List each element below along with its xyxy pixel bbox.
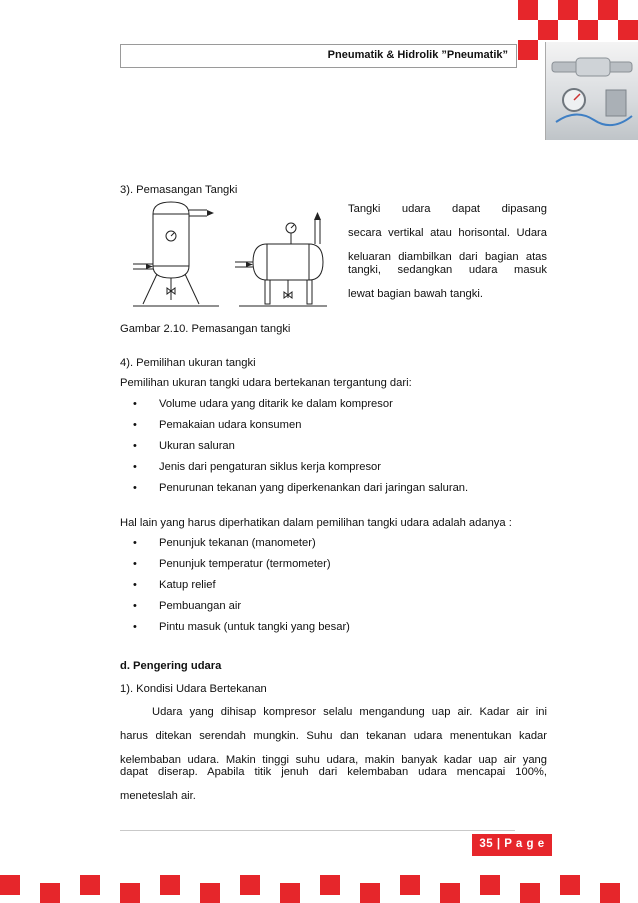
paragraph-line-4: dapat diserap. Apabila titik jenuh dari kelembaban udara mencapai 100%, (120, 766, 547, 778)
other-items-intro: Hal lain yang harus diperhatikan dalam pemilihan tangki udara adalah adanya : (120, 517, 512, 529)
factor-item: Penurunan tekanan yang diperkenankan dari jaringan saluran. (159, 482, 469, 494)
section-4-heading: 4). Pemilihan ukuran tangki (120, 357, 256, 369)
tank-description-line-5: lewat bagian bawah tangki. (348, 288, 483, 300)
header-title: Pneumatik & Hidrolik ”Pneumatik” (327, 49, 508, 61)
other-item: Pintu masuk (untuk tangki yang besar) (159, 621, 350, 633)
bullet-marker: • (133, 482, 137, 494)
factor-item: Ukuran saluran (159, 440, 235, 452)
tank-installation-figure (115, 196, 340, 310)
bullet-marker: • (133, 579, 137, 591)
footer-rule (120, 830, 515, 831)
bullet-marker: • (133, 600, 137, 612)
header-pneumatic-photo (545, 42, 638, 140)
figure-caption: Gambar 2.10. Pemasangan tangki (120, 323, 291, 335)
header-title-box (120, 44, 517, 68)
factor-item: Pemakaian udara konsumen (159, 419, 302, 431)
other-item: Pembuangan air (159, 600, 242, 612)
paragraph-line-3: kelembaban udara. Makin tinggi suhu udara, makin banyak kadar uap air yang (120, 754, 547, 766)
bullet-marker: • (133, 558, 137, 570)
footer-checker-decoration (0, 875, 638, 903)
page-number-box (472, 834, 552, 856)
bullet-marker: • (133, 398, 137, 410)
section-3-heading: 3). Pemasangan Tangki (120, 184, 238, 196)
bullet-marker: • (133, 461, 137, 473)
paragraph-line-1: Udara yang dihisap kompresor selalu mengandung uap air. Kadar air ini (152, 706, 547, 718)
tank-description-line-2: secara vertikal atau horisontal. Udara (348, 227, 547, 239)
tank-description-line-4: tangki, sedangkan udara masuk (348, 264, 547, 276)
bullet-marker: • (133, 537, 137, 549)
other-item: Penunjuk tekanan (manometer) (159, 537, 316, 549)
paragraph-line-2: harus ditekan serendah mungkin. Suhu dan tekanan udara menentukan kadar (120, 730, 547, 742)
section-d-subheading: 1). Kondisi Udara Bertekanan (120, 683, 267, 695)
other-item: Penunjuk temperatur (termometer) (159, 558, 331, 570)
bullet-marker: • (133, 621, 137, 633)
page-number: 35 | P a g e (479, 838, 545, 850)
factor-item: Jenis dari pengaturan siklus kerja kompresor (159, 461, 381, 473)
paragraph-line-5: meneteslah air. (120, 790, 196, 802)
tank-description-line-1: Tangki udara dapat dipasang (348, 203, 547, 215)
factor-item: Volume udara yang ditarik ke dalam kompresor (159, 398, 393, 410)
bullet-marker: • (133, 440, 137, 452)
section-4-intro: Pemilihan ukuran tangki udara bertekanan tergantung dari: (120, 377, 412, 389)
tank-description-line-3: keluaran diambilkan dari bagian atas (348, 251, 547, 263)
section-d-heading: d. Pengering udara (120, 660, 222, 672)
bullet-marker: • (133, 419, 137, 431)
other-item: Katup relief (159, 579, 216, 591)
